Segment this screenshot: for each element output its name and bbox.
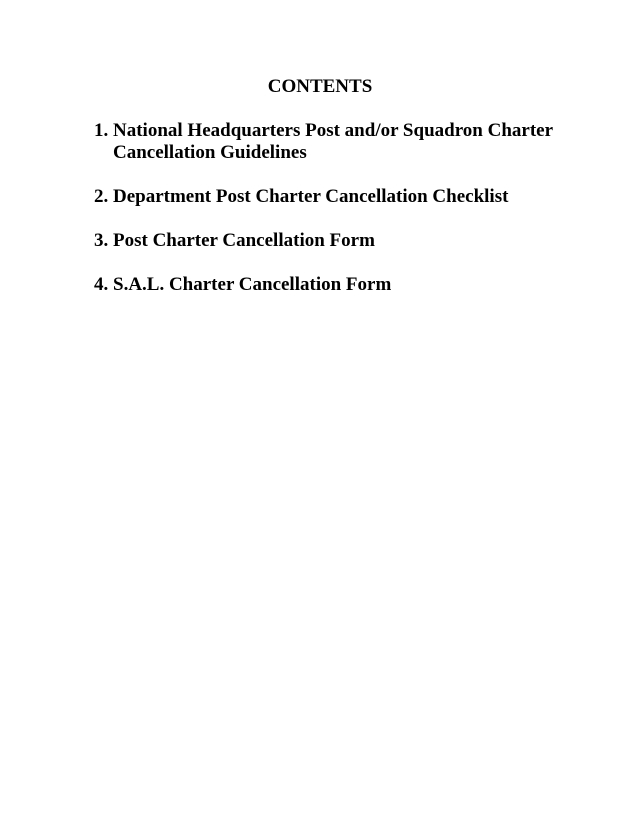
- contents-list: [94, 120, 614, 318]
- contents-item-4: [94, 274, 614, 296]
- contents-item-text: National Headquarters Post and/or Squadron Charter Cancellation Guidelines: [113, 120, 553, 163]
- contents-item-1: [94, 120, 614, 164]
- contents-item-3: [94, 230, 614, 252]
- contents-item-number: 2.: [94, 186, 109, 207]
- page-title: CONTENTS: [267, 76, 373, 97]
- contents-item-2: [94, 186, 614, 208]
- contents-item-text: S.A.L. Charter Cancellation Form: [113, 274, 392, 295]
- contents-item-text: Department Post Charter Cancellation Checklist: [113, 186, 509, 207]
- contents-item-number: 1.: [94, 120, 109, 141]
- contents-item-text: Post Charter Cancellation Form: [113, 230, 375, 251]
- contents-item-number: 3.: [94, 230, 109, 251]
- contents-item-number: 4.: [94, 274, 109, 295]
